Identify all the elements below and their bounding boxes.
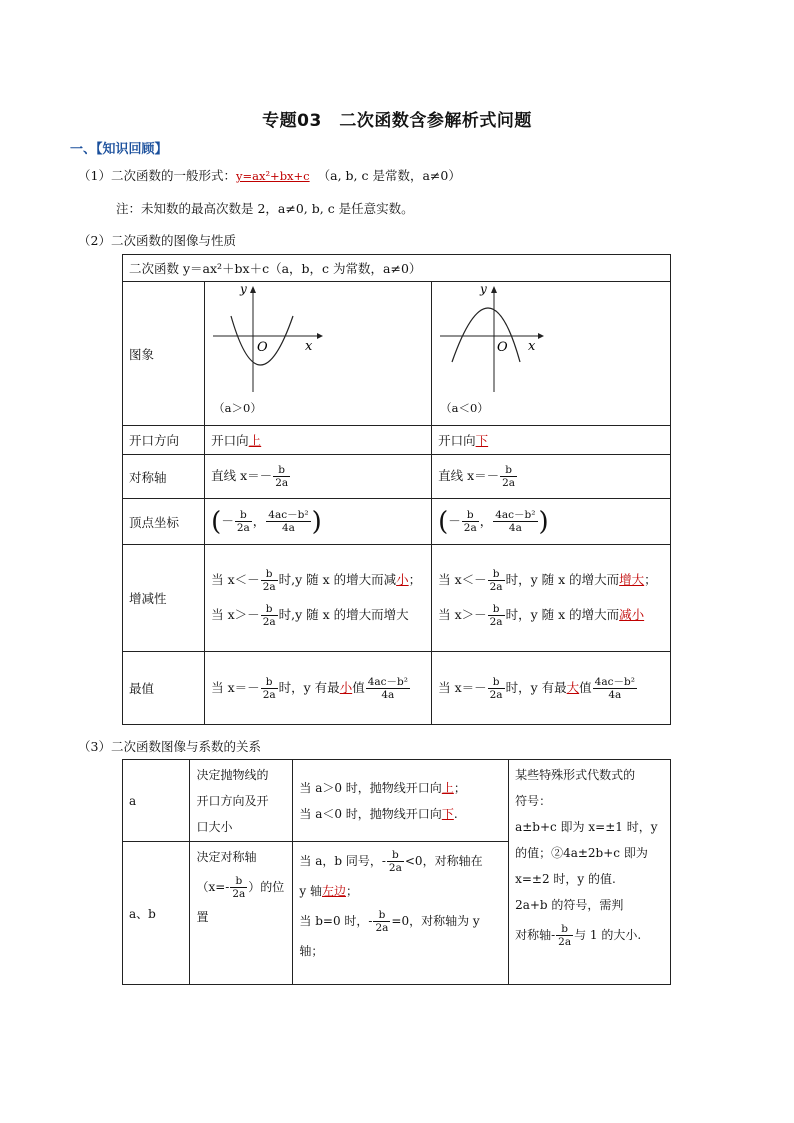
general-form-formula: y=ax²+bx+c: [235, 169, 310, 183]
graph-cell-positive: [205, 282, 432, 426]
graph-cell-negative: [432, 282, 671, 426]
note-line: 注：未知数的最高次数是 2，a≠0, b, c 是任意实数。: [116, 201, 414, 216]
special-line-last: 对称轴- $\frac{b}{2a}$ 与 1 的大小.: [515, 923, 642, 948]
axis-prefix: 直线 x＝－: [438, 468, 500, 483]
parabola-down-curve: [452, 308, 520, 362]
fraction-b-2a: $\frac{b}{2a}$: [502, 464, 516, 489]
fraction-b-2a: $\frac{b}{2a}$: [275, 464, 289, 489]
coef-ab-desc-line: 置: [196, 910, 209, 924]
special-line: 的值；②4a±2b+c 即为: [515, 846, 648, 860]
special-line: a±b+c 即为 x=±1 时，y: [515, 820, 658, 834]
coef-a-desc-line: 决定抛物线的: [196, 767, 269, 782]
y-axis-label: y: [240, 284, 247, 296]
general-form-suffix: （a, b, c 是常数，a≠0）: [317, 168, 461, 183]
y-axis-arrow: [250, 286, 256, 293]
opening-down: 下: [475, 433, 489, 448]
coef-label-ab: a、b: [123, 842, 190, 985]
monotonic-negative-line1: 当 x＜－ $\frac{b}{2a}$ 时，y 随 x 的增大而增大；: [438, 568, 657, 593]
subsection-2: （2）二次函数的图像与性质: [78, 233, 236, 248]
row-label-axis: 对称轴: [123, 455, 205, 499]
coef-a-desc-line: 口大小: [196, 819, 233, 834]
opening-negative: [432, 426, 671, 455]
vertex-negative: (－ $\frac{b}{2a}$ ， $\frac{\text{4ac－b²}}{4a}$ ): [432, 499, 671, 545]
extreme-positive: 当 x＝－ $\frac{b}{2a}$ 时，y 有最小值 $\frac{\text{4ac－b²}}{4a}$: [205, 652, 432, 725]
opening-positive: [205, 426, 432, 455]
parabola-down-graph: [436, 284, 556, 394]
coef-ab-description: [190, 842, 293, 985]
table-header: 二次函数 y＝ax²＋bx＋c（a，b，c 为常数，a≠0）: [123, 255, 671, 282]
coef-a-desc-line: 开口方向及开: [196, 793, 269, 808]
vertex-positive: (－ $\frac{b}{2a}$ ， $\frac{\text{4ac－b²}}{4a}$ ): [205, 499, 432, 545]
axis-negative: [432, 455, 671, 499]
subsection-3: （3）二次函数图像与系数的关系: [78, 739, 261, 754]
special-forms-cell: [509, 760, 671, 985]
monotonic-negative: [432, 545, 671, 652]
special-line: 2a+b 的符号，需判: [515, 898, 624, 912]
origin-label: O: [257, 340, 268, 355]
opening-prefix: 开口向: [438, 433, 476, 448]
coef-a-cond1: 当 a＞0 时，抛物线开口向上；: [299, 780, 466, 795]
coef-a-conditions: [293, 760, 509, 842]
row-label-opening: 开口方向: [123, 426, 205, 455]
coef-a-cond2: 当 a＜0 时，抛物线开口向下.: [299, 806, 458, 821]
page-title: 专题03 二次函数含参解析式问题: [262, 111, 532, 131]
opening-prefix: 开口向: [211, 433, 249, 448]
coef-ab-cond4: 轴；: [299, 944, 324, 958]
monotonic-positive-line2: 当 x＞－ $\frac{b}{2a}$ 时,y 随 x 的增大而增大: [211, 603, 409, 628]
section-heading: 一、【知识回顾】: [70, 142, 168, 157]
row-label-monotonic: 增减性: [123, 545, 205, 652]
row-label-vertex: 顶点坐标: [123, 499, 205, 545]
axis-prefix: 直线 x＝－: [211, 468, 273, 483]
special-line: 某些特殊形式代数式的: [515, 768, 636, 782]
special-line: x=±2 时，y 的值.: [515, 872, 616, 886]
graph-negative-caption: （a＜0）: [440, 401, 489, 415]
coef-ab-desc-line: （x=- $\frac{b}{2a}$ ）的位: [196, 875, 285, 900]
properties-table: [122, 254, 671, 725]
monotonic-positive-line1: 当 x＜－ $\frac{b}{2a}$ 时,y 随 x 的增大而减小；: [211, 568, 422, 593]
coef-ab-desc-line: 决定对称轴: [196, 850, 257, 864]
x-axis-arrow: [317, 333, 323, 339]
general-form-line: [78, 166, 461, 184]
y-axis-label: y: [480, 284, 487, 296]
coef-label-a: a: [123, 760, 190, 842]
coef-ab-cond2: y 轴左边；: [299, 884, 359, 898]
x-axis-label: x: [528, 339, 536, 354]
opening-up: 上: [248, 433, 262, 448]
row-label-image: 图象: [123, 282, 205, 426]
coef-a-description: [190, 760, 293, 842]
axis-positive: [205, 455, 432, 499]
y-axis-arrow: [491, 286, 497, 293]
row-label-extreme: 最值: [123, 652, 205, 725]
x-axis-label: x: [305, 339, 313, 354]
special-line: 符号：: [515, 794, 552, 808]
coef-ab-cond1: 当 a，b 同号，- $\frac{b}{2a}$ <0，对称轴在: [299, 849, 483, 874]
coefficient-table: [122, 759, 671, 985]
parabola-up-graph: [209, 284, 329, 394]
monotonic-negative-line2: 当 x＞－ $\frac{b}{2a}$ 时，y 随 x 的增大而减小: [438, 603, 645, 628]
monotonic-positive: [205, 545, 432, 652]
coef-ab-cond3: 当 b=0 时，- $\frac{b}{2a}$ =0，对称轴为 y: [299, 909, 480, 934]
graph-positive-caption: （a＞0）: [213, 401, 262, 415]
extreme-negative: 当 x＝－ $\frac{b}{2a}$ 时，y 有最大值 $\frac{\text{4ac－b²}}{4a}$: [432, 652, 671, 725]
coef-ab-conditions: [293, 842, 509, 985]
general-form-prefix: （1）二次函数的一般形式：: [78, 168, 236, 183]
x-axis-arrow: [538, 333, 544, 339]
origin-label: O: [497, 340, 508, 355]
